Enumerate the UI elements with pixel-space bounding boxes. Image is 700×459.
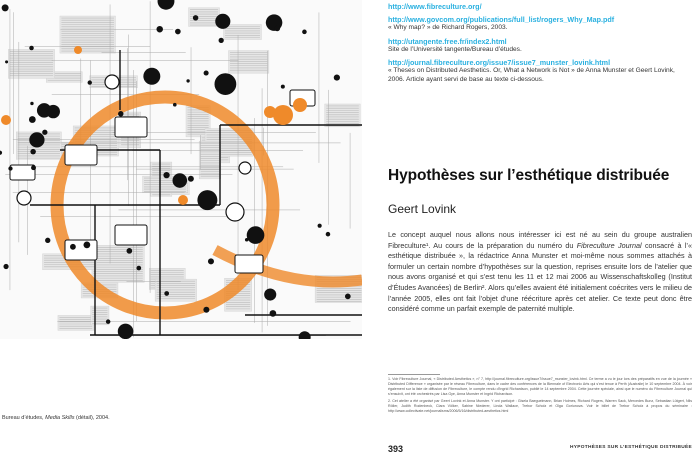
- network-node: [83, 242, 90, 249]
- network-node: [45, 238, 50, 243]
- figure-caption: [2, 415, 110, 421]
- text-block: [60, 16, 116, 53]
- reference-description: « Theses on Distributed Aesthetics. Or, What a Network is Not » de Anna Munster et Geert Lovink, 2006. Article ayant servi de base au texte ci-dessous.: [388, 67, 675, 83]
- icon-node: [17, 191, 31, 205]
- orange-node: [1, 115, 11, 125]
- network-node: [186, 79, 189, 82]
- network-node: [118, 111, 123, 116]
- reference-item: [388, 58, 693, 84]
- network-node: [302, 30, 307, 35]
- network-node: [264, 288, 276, 300]
- network-node: [29, 132, 44, 147]
- orange-node: [293, 98, 307, 112]
- network-node: [88, 80, 92, 84]
- network-node: [219, 38, 224, 43]
- caption-suffix: (détail), 2004.: [74, 415, 110, 421]
- network-node: [5, 60, 8, 63]
- network-node: [281, 85, 285, 89]
- network-node: [204, 70, 209, 75]
- network-node: [2, 4, 9, 11]
- running-head: HYPOTHÈSES SUR L’ESTHÉTIQUE DISTRIBUÉE: [569, 445, 692, 450]
- reference-item: [388, 15, 693, 33]
- page-number: 393: [388, 444, 404, 454]
- network-node: [188, 176, 194, 182]
- network-node-box: [235, 255, 263, 273]
- icon-node: [105, 75, 119, 89]
- network-node: [106, 319, 110, 323]
- network-node: [345, 294, 351, 300]
- article-title: Hypothèses sur l’esthétique distribuée: [388, 167, 670, 184]
- network-node-box: [115, 225, 147, 245]
- network-node: [203, 307, 209, 313]
- network-node: [30, 102, 33, 105]
- reference-link[interactable]: http://www.govcom.org/publications/full_list/rogers_Why_Map.pdf: [388, 15, 615, 24]
- article-body: [388, 230, 692, 315]
- network-node: [0, 151, 2, 155]
- network-node: [158, 0, 175, 10]
- network-node: [127, 248, 133, 254]
- orange-node: [74, 46, 82, 54]
- right-page: [362, 0, 700, 459]
- network-node: [46, 109, 49, 112]
- network-node: [136, 266, 141, 271]
- network-node: [118, 324, 134, 339]
- network-node: [29, 46, 34, 51]
- footnote-divider: [388, 374, 440, 375]
- network-node: [318, 224, 322, 228]
- network-node: [164, 291, 169, 296]
- network-node: [8, 166, 12, 170]
- orange-node: [273, 105, 293, 125]
- network-node: [326, 232, 331, 237]
- icon-node: [226, 203, 244, 221]
- network-node: [163, 172, 169, 178]
- network-node: [299, 331, 311, 339]
- text-block: [199, 141, 221, 179]
- text-block: [228, 51, 268, 74]
- network-node: [175, 29, 181, 35]
- network-diagram-figure: [0, 0, 362, 339]
- network-node: [143, 68, 160, 85]
- footnote-1: 1. Voir Fibreculture Journal, « Distributed Aesthetics », n° 7, http://journal.fibreculture.org/issue7/issue7_munster_lovink.html. Ce terme a vu le jour lors des préparatifs en vue de la journée « Distributed Difference » organisée par le réseau Fibreculture, dans le cadre des conférences de la Biennale of Electronic Arts qui s’est tenue à Perth (Australie) le 10 septembre 2004. À voir également sur la liste de diffusion de Fibreculture, le compte rendu d’Ingrid Richardson, publié le 14 septembre 2004. Cette journée spéciale, ainsi que le numéro du Fibreculture Journal qui s’ensuivit, ont été orchestrés par Lisa Gye, Anna Munster et Ingrid Richardson.: [388, 377, 692, 396]
- network-node: [173, 103, 177, 107]
- network-node: [156, 26, 162, 32]
- body-part-1: Le concept auquel nous allons nous intéresser ici est né au sein du groupe australien Fibreculture¹. Au cours de la préparation du numéro du: [388, 230, 692, 250]
- network-node: [3, 264, 8, 269]
- reference-description: Site de l’Université tangente/Bureau d’études.: [388, 45, 522, 53]
- network-node: [334, 74, 340, 80]
- network-node: [274, 25, 280, 31]
- reference-link[interactable]: http://www.fibreculture.org/: [388, 2, 482, 11]
- network-node: [70, 244, 76, 250]
- reference-link[interactable]: http://journal.fibreculture.org/issue7/issue7_munster_lovink.html: [388, 58, 611, 68]
- reference-item: [388, 2, 693, 11]
- caption-title: Media Skills: [45, 415, 75, 421]
- network-node: [47, 105, 60, 118]
- network-node: [42, 130, 47, 135]
- network-node: [247, 226, 265, 244]
- orange-node: [178, 195, 188, 205]
- network-node: [214, 73, 236, 95]
- network-node: [29, 116, 36, 123]
- network-node-box: [65, 145, 97, 165]
- network-node-box: [115, 117, 147, 137]
- reference-link[interactable]: http://utangente.free.fr/index2.html: [388, 36, 507, 46]
- body-part-2: consacré à l’« esthétique distribuée », la rédactrice Anna Munster et moi-même nous sommes attachés à formuler un certain nombre d’hypothèses sur la question, reprises ensuite lors de l’atelier que nous avons organisé et qui s’est tenu les 11 et 12 mai 2006 au Wissenschaftskolleg (Institut d’Études Avancées) de Berlin². Alors qu’elles avaient été initialement coécrites vers le milieu de l’année 2005, elles ont fait l’objet d’une réécriture après cet atelier. Ce texte peut donc être considéré comme un parfait exemple de paternité multiple.: [388, 240, 692, 314]
- network-node: [270, 310, 277, 317]
- network-node: [173, 173, 188, 188]
- footnotes: [388, 377, 692, 415]
- icon-node: [239, 162, 251, 174]
- caption-prefix: Bureau d’études,: [2, 415, 46, 421]
- network-node: [208, 258, 214, 264]
- network-node: [193, 15, 198, 20]
- network-node: [197, 190, 217, 210]
- reference-item: [388, 37, 693, 55]
- network-diagram: [0, 0, 362, 339]
- network-node-box: [65, 240, 97, 260]
- body-italic-journal: Fibreculture Journal: [576, 240, 642, 250]
- footnote-2: 2. Cet atelier a été organisé par Geert Lovink et Anna Munster. Y ont participé : Gisela Baeguelmann, Brian Holmes, Richard Rogers, Warren Sack, Mercedes Bunz, Sebastian Lütgert, Nils Röller, Judith Rodenbeck, Clara Völker, Sabine Niederer, Linda Wallace, Trebor Scholz et Olga Goriunova. Voir le billet de Trebor Scholz à propos du séminaire : http://www.collectivate.net/journalisms/2006/5/16/distributed-aesthetics.html: [388, 398, 692, 413]
- network-node: [31, 165, 36, 170]
- reference-description: « Why map? » de Richard Rogers, 2003.: [388, 24, 508, 31]
- article-author: Geert Lovink: [388, 202, 457, 216]
- orange-node: [264, 106, 276, 118]
- reference-list: [388, 2, 693, 88]
- network-node: [215, 14, 230, 29]
- network-node: [30, 149, 36, 155]
